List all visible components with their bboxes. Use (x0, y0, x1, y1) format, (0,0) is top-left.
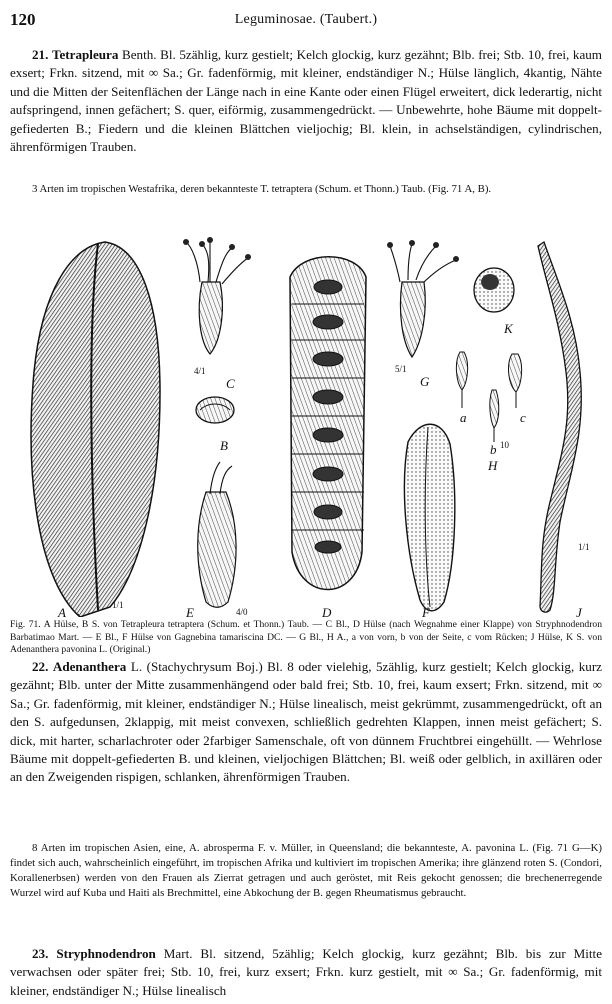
figure-caption: Fig. 71. A Hülse, B S. von Tetrapleura tetraptera (Schum. et Thonn.) Taub. — C Bl., D Hülse (nach Wegnahme einer Klappe) von Stryphnodendron Barbatimao Mart. — E Bl., F Hülse von Gagnebina tamariscina DC. — G Bl., H A., a von vorn, b von der Seite, c vom Rücken; J Hülse, K S. von Adenanthera pavonina L. (Original.) (10, 619, 602, 656)
label-J: J (576, 605, 582, 617)
label-G: G (420, 374, 430, 389)
note-22: 8 Arten im tropischen Asien, eine, A. abrosperma F. v. Müller, in Queensland; die bekannteste, A. pavonina L. (Fig. 71 G—K) findet sich auch, wahrscheinlich eingeführt, im tropischen Afrika und kultiviert im tropischen Amerika; ihre glänzend roten S. (Condori, Korallenerbsen) werden von den Frauen als Zierrat getragen und auch geröstet, mit Reis gekocht genossen; die brechenerregende Wurzel wird auf Kuba und Haiti als Brechmittel, eine Abkochung der B. gegen Rheumatismus gebraucht. (10, 842, 602, 899)
page-number: 120 (10, 10, 36, 29)
scale-A: 1/1 (112, 600, 124, 610)
label-H: H (488, 458, 498, 473)
label-C: C (226, 376, 235, 391)
drawing-H-anthers (456, 352, 521, 442)
scale-G: 5/1 (395, 364, 407, 374)
section-21-tetrapleura (10, 46, 602, 156)
drawing-B-seed (196, 397, 234, 423)
genus-name: Tetrapleura (51, 47, 119, 62)
drawing-J-pod (538, 242, 581, 612)
label-a: a (460, 410, 467, 425)
label-E: E (186, 605, 194, 617)
page-header (10, 10, 602, 34)
note-21: 3 Arten im tropischen Westafrika, deren bekannteste T. tetraptera (Schum. et Thonn.) Taub. (Fig. 71 A, B). (32, 183, 492, 195)
label-F: F (422, 605, 430, 617)
section-number: 22. (32, 659, 49, 674)
genus-name: Stryphnodendron (56, 946, 156, 961)
section-22-adenanthera (10, 658, 602, 787)
section-text: L. (Stachychrysum Boj.) Bl. 8 oder vielehig, 5zählig, kurz gestielt; Kelch glockig, kurz gezähnt; Blb. unter der Mitte zusammenhängend oder bald frei; Stb. 10, frei, kaum exsert; Frkn. sitzend, mit ∞ Sa.; Gr. fadenförmig, mit kleiner, endständiger N.; Hülse linealisch, meist gekrümmt, zusammengedrückt, oft an den S. aufgedunsen, 2klappig, mit meist convexen, schließlich gedrehten Klappen, innen meist gefächert; S. dick, mit harter, scharlachroter oder 2farbiger Samenschale, oft von dünnem Fruchtbrei eingehüllt. — Wehrlose Bäume mit doppelt-gefiederten B. und kleinen, vieljochigen Blättchen; Bl. weiß oder gelblich, in axillären oder an den Zweigenden rispigen, schlanken, ährenförmigen Trauben. (10, 659, 602, 785)
drawing-G-flower (387, 240, 459, 357)
scale-E: 4/0 (236, 607, 248, 617)
label-c: c (520, 410, 526, 425)
label-K: K (504, 321, 513, 336)
book-page (10, 10, 603, 998)
figure-71-illustration (10, 222, 602, 617)
label-B: B (220, 438, 228, 453)
drawing-C-flower (183, 237, 251, 354)
label-A: A (58, 605, 66, 617)
section-number: 23. (32, 946, 49, 961)
figure-71 (10, 222, 602, 617)
drawing-F-pod (404, 424, 454, 611)
drawing-A-pod (31, 242, 160, 617)
genus-name: Adenanthera (52, 659, 127, 674)
section-23-stryphnodendron (10, 945, 602, 1000)
section-number: 21. (32, 47, 49, 62)
running-head: Leguminosae. (Taubert.) (234, 12, 378, 27)
scale-C: 4/1 (194, 366, 206, 376)
label-D: D (322, 605, 332, 617)
scale-b: 10 (500, 440, 509, 450)
drawing-K-seed (474, 268, 514, 312)
section-text: Benth. Bl. 5zählig, kurz gestielt; Kelch glockig, kurz gezähnt; Blb. frei; Stb. 10, frei, kaum exsert; Frkn. sitzend, mit ∞ Sa.; Gr. fadenförmig, mit kleiner, endständiger N.; Hülse länglich, 4kantig, Nähte und die Mitten der Seitenflächen der Länge nach in eine Kante oder einen Flügel erweitert, dick lederartig, nicht aufspringend, innen gefächert; S. quer, eiförmig, zusammengedrückt. — Unbewehrte, hohe Bäume mit doppelt-gefiederten B.; Fiedern und die kleinen Blättchen vieljochig; Bl. klein, in achselständigen, cylindrischen, ährenförmigen Trauben. (10, 47, 602, 155)
drawing-E-flower (198, 462, 236, 607)
scale-J: 1/1 (578, 542, 590, 552)
section-text: Mart. Bl. sitzend, 5zählig; Kelch glockig, kurz gezähnt; Blb. bis zur Mitte verwachsen oder später frei; Stb. 10, frei, kurz exsert; Frkn. kurz gestielt, mit ∞ Sa.; Gr. fadenförmig, mit kleiner, endständiger N.; Hülse linealisch (10, 946, 603, 998)
label-b: b (490, 442, 497, 457)
drawing-D-pod (290, 257, 366, 590)
